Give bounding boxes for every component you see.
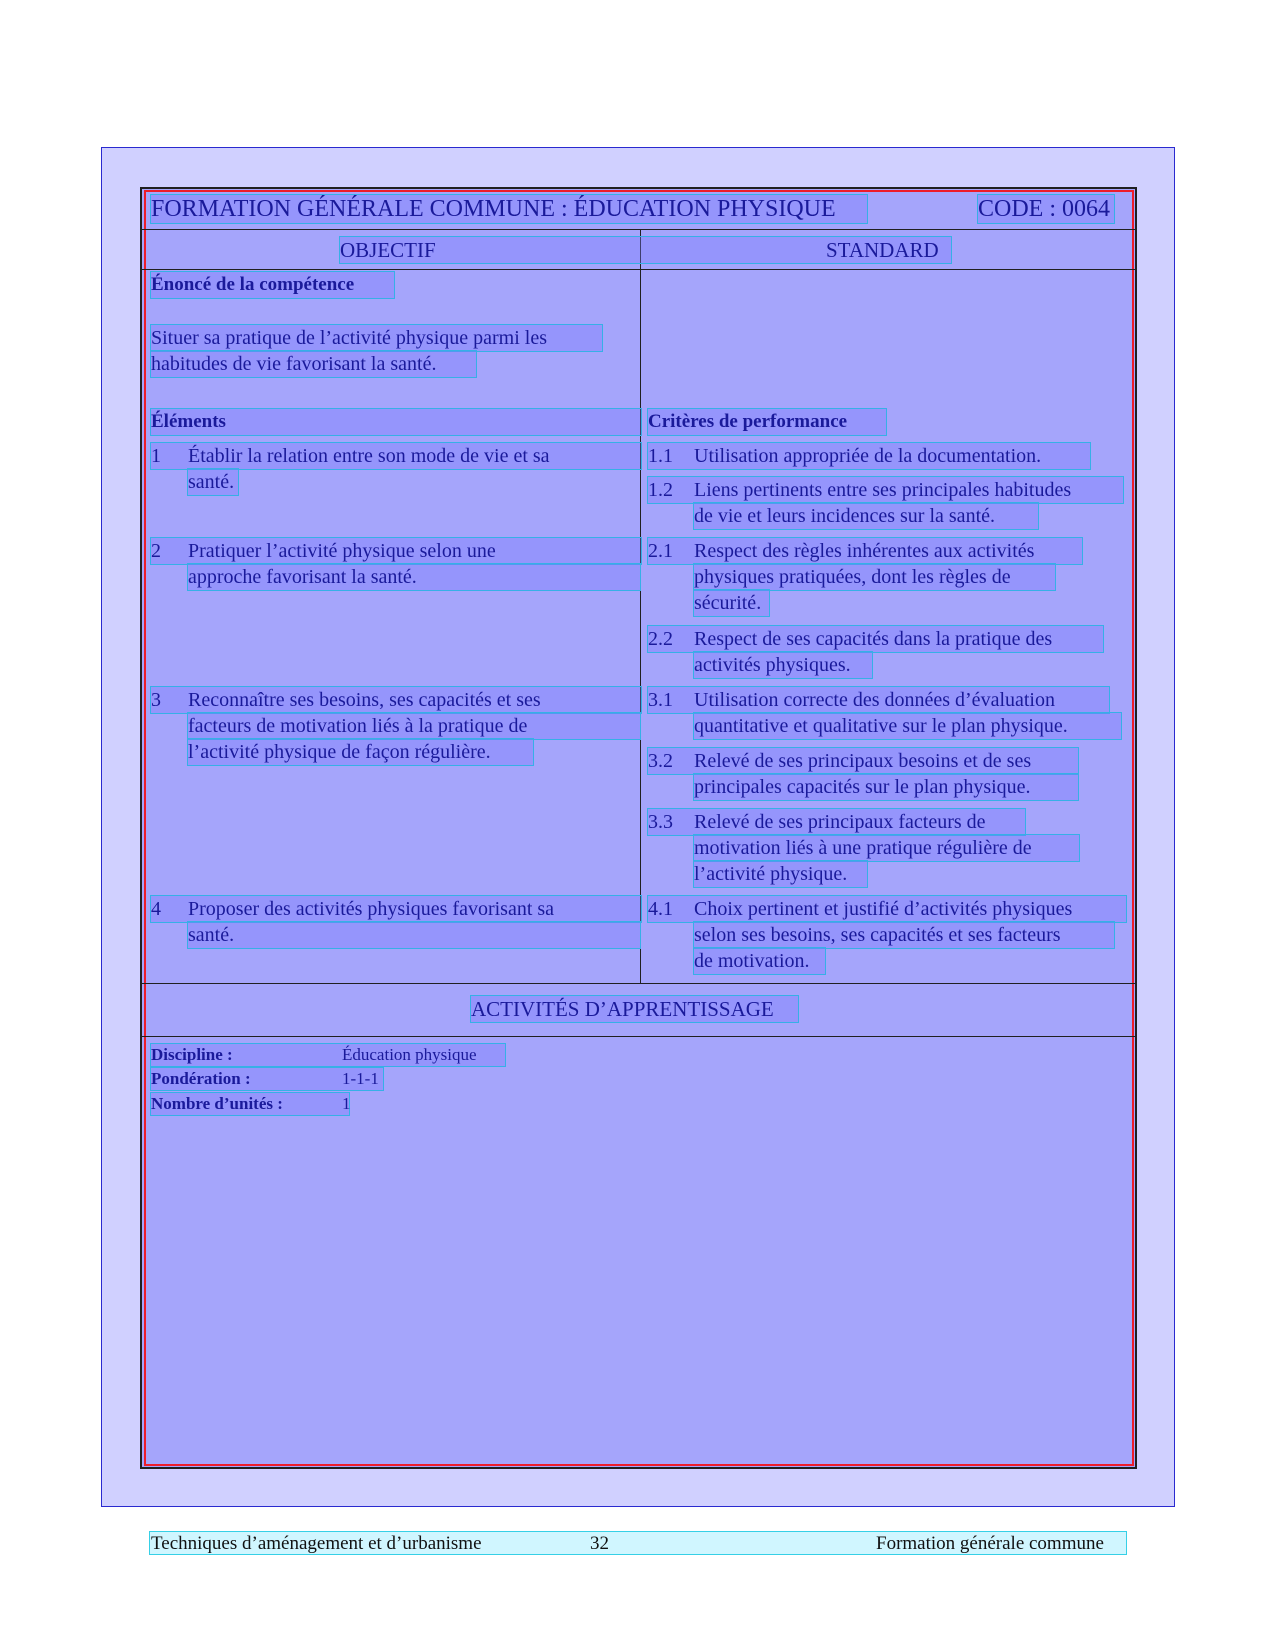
critere-line: activités physiques. <box>694 652 872 678</box>
element-line: santé. <box>188 922 640 948</box>
activites-top-rule <box>142 983 1135 984</box>
element-number: 1 <box>151 445 161 467</box>
critere-number: 1.1 <box>648 445 673 467</box>
critere-number: 2.1 <box>648 540 673 562</box>
field-row-unites <box>151 1093 349 1115</box>
element-line: l’activité physique de façon régulière. <box>188 739 533 765</box>
field-value: 1 <box>342 1094 351 1113</box>
critere-number: 2.2 <box>648 628 673 650</box>
critere-line: Utilisation appropriée de la documentation. <box>694 445 1042 467</box>
critere-row <box>648 687 1109 713</box>
element-number: 2 <box>151 540 161 562</box>
critere-number: 3.1 <box>648 689 673 711</box>
critere-row <box>648 443 1090 469</box>
critere-number: 4.1 <box>648 898 673 920</box>
header-rule <box>142 229 1135 230</box>
field-label: Nombre d’unités : <box>151 1094 283 1113</box>
critere-line: Relevé de ses principaux facteurs de <box>694 811 986 833</box>
footer-program: Techniques d’aménagement et d’urbanisme <box>151 1533 482 1554</box>
critere-number: 1.2 <box>648 479 673 501</box>
critere-number: 3.3 <box>648 811 673 833</box>
critere-line: Respect des règles inhérentes aux activités <box>694 540 1035 562</box>
field-value: Éducation physique <box>342 1045 477 1064</box>
element-line: Reconnaître ses besoins, ses capacités et ses <box>188 689 541 711</box>
critere-line: selon ses besoins, ses capacités et ses facteurs <box>694 922 1114 948</box>
critere-row <box>648 477 1123 503</box>
competence-line: habitudes de vie favorisant la santé. <box>151 351 476 377</box>
element-line: santé. <box>188 469 238 495</box>
criteres-heading: Critères de performance <box>648 409 886 435</box>
course-code: CODE : 0064 <box>978 195 1114 223</box>
field-value: 1-1-1 <box>342 1069 379 1088</box>
field-row-ponderation <box>151 1068 383 1090</box>
element-number: 4 <box>151 898 161 920</box>
field-label: Discipline : <box>151 1045 233 1064</box>
critere-line: Utilisation correcte des données d’évaluation <box>694 689 1055 711</box>
critere-line: physiques pratiquées, dont les règles de <box>694 564 1055 590</box>
column-divider <box>640 229 641 983</box>
critere-row <box>648 809 1025 835</box>
activites-heading: ACTIVITÉS D’APPRENTISSAGE <box>471 996 798 1022</box>
element-row <box>151 896 641 922</box>
element-line: Établir la relation entre son mode de vie et sa <box>188 445 550 467</box>
critere-line: de vie et leurs incidences sur la santé. <box>694 503 1038 529</box>
footer-section: Formation générale commune <box>876 1533 1104 1554</box>
columns-rule <box>142 269 1135 270</box>
element-number: 3 <box>151 689 161 711</box>
critere-line: l’activité physique. <box>694 861 867 887</box>
critere-row <box>648 896 1126 922</box>
critere-line: de motivation. <box>694 948 825 974</box>
critere-line: Respect de ses capacités dans la pratique des <box>694 628 1053 650</box>
field-label: Pondération : <box>151 1069 251 1088</box>
element-line: facteurs de motivation liés à la pratique de <box>188 713 640 739</box>
objectif-heading: OBJECTIF <box>340 238 436 262</box>
element-row <box>151 687 641 713</box>
activites-bottom-rule <box>142 1036 1135 1037</box>
element-row <box>151 538 641 564</box>
element-line: Proposer des activités physiques favorisant sa <box>188 898 555 920</box>
critere-line: quantitative et qualitative sur le plan physique. <box>694 713 1121 739</box>
critere-row <box>648 748 1078 774</box>
page-number: 32 <box>590 1533 609 1554</box>
element-line: approche favorisant la santé. <box>188 564 640 590</box>
elements-heading: Éléments <box>151 409 641 435</box>
critere-row <box>648 626 1103 652</box>
field-row-discipline <box>151 1044 505 1066</box>
critere-line: Relevé de ses principaux besoins et de ses <box>694 750 1032 772</box>
standard-heading: STANDARD <box>826 238 939 262</box>
competence-line: Situer sa pratique de l’activité physique parmi les <box>151 325 602 351</box>
critere-number: 3.2 <box>648 750 673 772</box>
competence-heading: Énoncé de la compétence <box>151 272 394 298</box>
element-row <box>151 443 641 469</box>
critere-line: motivation liés à une pratique régulière de <box>694 835 1079 861</box>
page-title: FORMATION GÉNÉRALE COMMUNE : ÉDUCATION PHYSIQUE <box>151 195 867 223</box>
critere-line: sécurité. <box>694 590 769 616</box>
critere-line: principales capacités sur le plan physique. <box>694 774 1078 800</box>
critere-row <box>648 538 1082 564</box>
critere-line: Choix pertinent et justifié d’activités physiques <box>694 898 1073 920</box>
critere-line: Liens pertinents entre ses principales habitudes <box>694 479 1072 501</box>
element-line: Pratiquer l’activité physique selon une <box>188 540 496 562</box>
